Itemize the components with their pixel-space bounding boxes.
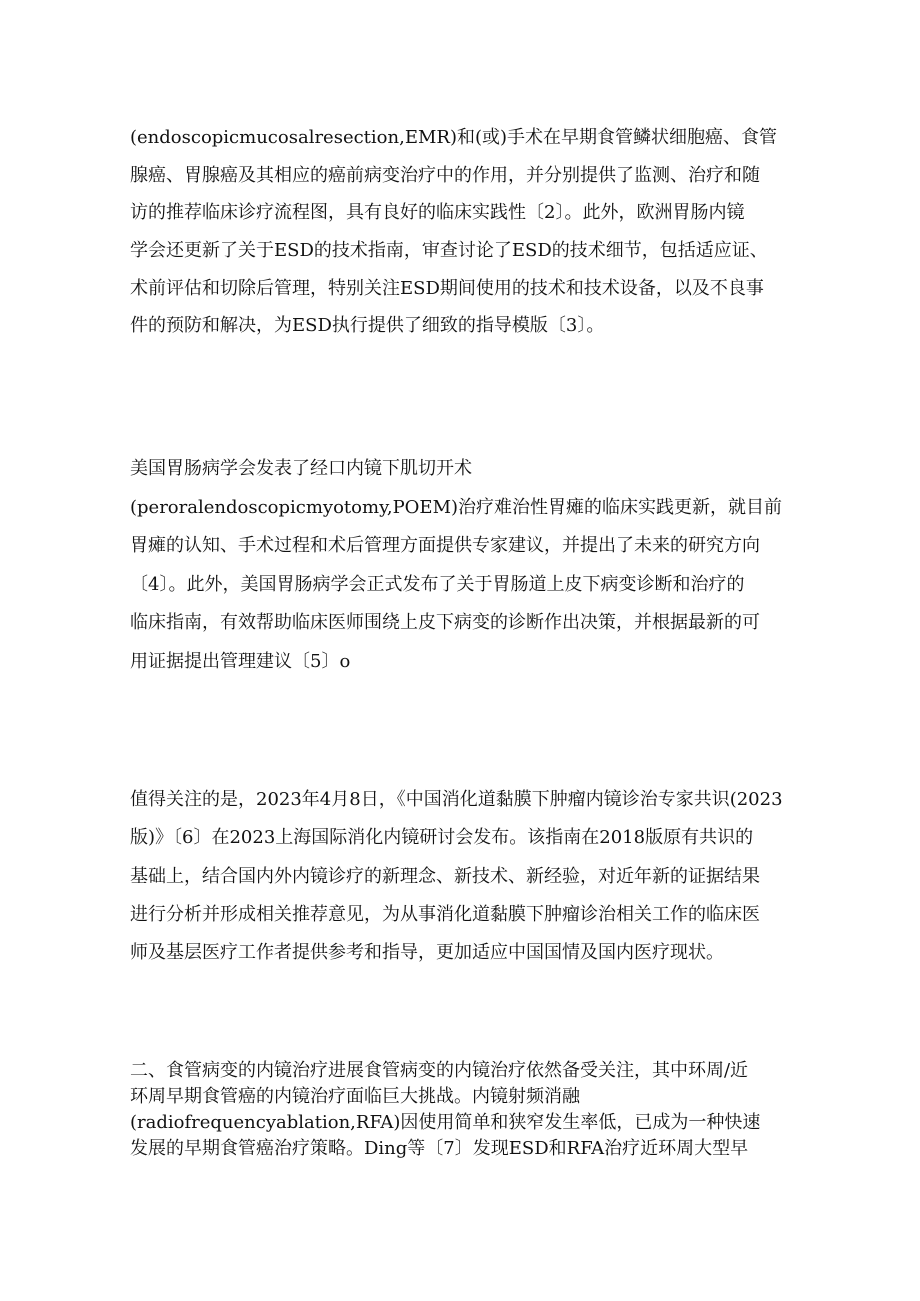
text-line: 二、食管病变的内镜治疗进展食管病变的内镜治疗依然备受关注，其中环周/近 [130,1060,749,1081]
text-line: 胃瘫的认知、手术过程和术后管理方面提供专家建议，并提出了未来的研究方向 [130,535,760,556]
text-line: 学会还更新了关于ESD的技术指南，审查讨论了ESD的技术细节，包括适应证、 [130,240,768,262]
text-line: 发展的早期食管癌治疗策略。Ding等〔7〕发现ESD和RFA治疗近环周大型早 [130,1138,749,1159]
text-line: 〔4〕。此外，美国胃肠病学会正式发布了关于胃肠道上皮下病变诊断和治疗的 [130,573,745,595]
text-line: (endoscopicmucosalresection,EMR)和(或)手术在早期食管鳞状细胞癌、食管 [130,127,778,148]
paragraph-poem-guidelines [130,450,790,681]
paragraph-consensus-2023 [130,781,790,972]
text-line: 件的预防和解决，为ESD执行提供了细致的指导模版〔3〕。 [130,315,605,337]
text-line: 版)》〔6〕在2023上海国际消化内镜研讨会发布。该指南在2018版原有共识的 [130,827,754,849]
text-line: 基础上，结合国内外内镜诊疗的新理念、新技术、新经验，对近年新的证据结果 [130,865,760,887]
text-line: 腺癌、胃腺癌及其相应的癌前病变治疗中的作用，并分别提供了监测、治疗和随 [130,164,760,186]
text-line: 临床指南，有效帮助临床医师围绕上皮下病变的诊断作出决策，并根据最新的可 [130,612,760,633]
text-line: 美国胃肠病学会发表了经口内镜下肌切开术 [130,458,472,479]
text-line: (radiofrequencyablation,RFA)因使用简单和狭窄发生率低，已成为一种快速 [130,1112,761,1133]
text-line: 值得关注的是，2023年4月8日，《中国消化道黏膜下肿瘤内镜诊治专家共识(2023 [130,789,783,810]
text-line: 访的推荐临床诊疗流程图，具有良好的临床实践性〔2〕。此外，欧洲胃肠内镜 [130,202,745,224]
text-line: 环周早期食管癌的内镜治疗面临巨大挑战。内镜射频消融 [130,1086,580,1107]
text-line: 用证据提出管理建议〔5〕o [130,650,351,672]
text-line: 师及基层医疗工作者提供参考和指导，更加适应中国国情及国内医疗现状。 [130,942,724,964]
text-line: 术前评估和切除后管理，特别关注ESD期间使用的技术和技术设备，以及不良事 [130,277,764,299]
text-line: (peroralendoscopicmyotomy,POEM)治疗难治性胃瘫的临床实践更新，就目前 [130,496,783,518]
paragraph-emr-esd-guidelines [130,119,790,345]
paragraph-esophageal-treatment [130,1058,790,1162]
text-line: 进行分析并形成相关推荐意见，为从事消化道黏膜下肿瘤诊治相关工作的临床医 [130,903,760,925]
